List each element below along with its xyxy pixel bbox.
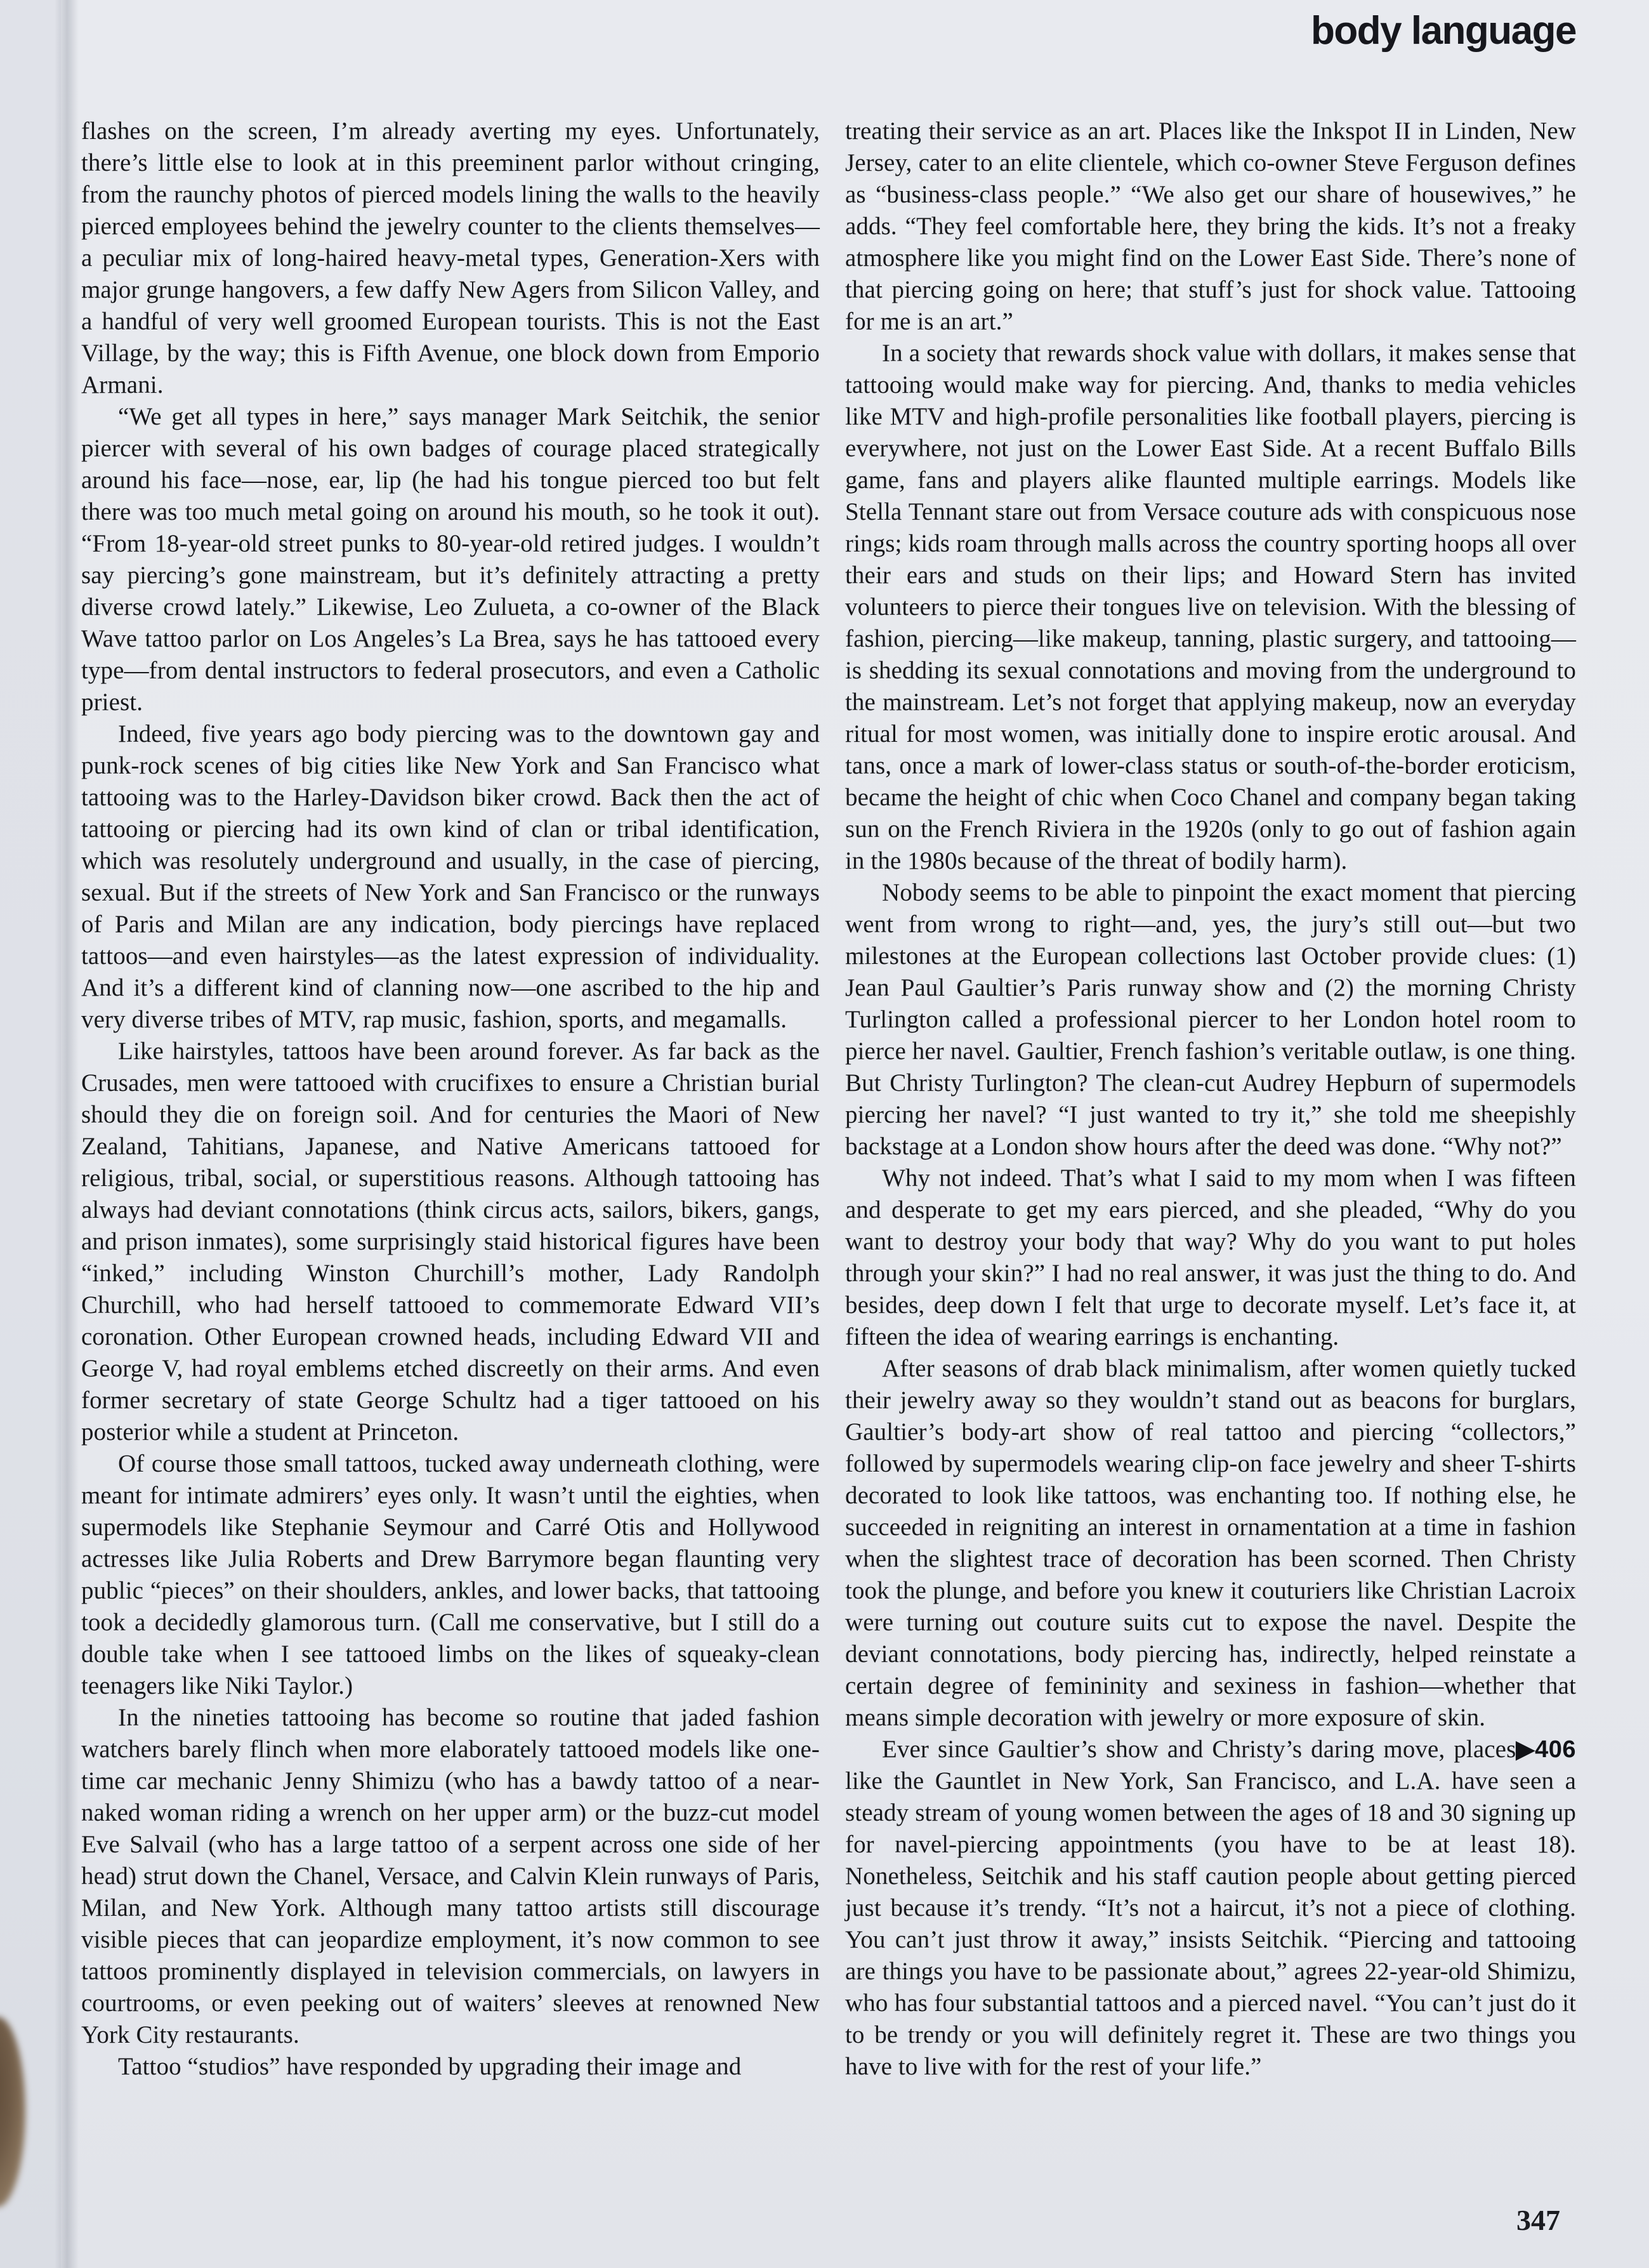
- article-paragraph: Why not indeed. That’s what I said to my mom when I was fifteen and desperate to get my ears pierced, and she pleaded, “Why do you want to destroy your body that way? Why do you want to put holes through your skin?” I had no real answer, it was just the thing to do. And besides, deep down I felt that urge to decorate myself. Let’s face it, at fifteen the idea of wearing earrings is enchanting.: [845, 1164, 1576, 1350]
- article-left-column: [81, 115, 820, 2083]
- article-paragraph: Of course those small tattoos, tucked away underneath clothing, were meant for intimate admirers’ eyes only. It wasn’t until the eighties, when supermodels like Stephanie Seymour and Carré Otis and Hollywood actresses like Julia Roberts and Drew Barrymore began flaunting very public “pieces” on their shoulders, ankles, and lower backs, that tattooing took a decidedly glamorous turn. (Call me conservative, but I still do a double take when I see tattooed limbs on the likes of squeaky-clean teenagers like Niki Taylor.): [81, 1450, 820, 1699]
- article-paragraph: Nobody seems to be able to pinpoint the exact moment that piercing went from wrong to right—and, yes, the jury’s still out—but two milestones at the European collections last October provide clues: (1) Jean Paul Gaultier’s Paris runway show and (2) the morning Christy Turlington called a professional piercer to her London hotel room to pierce her navel. Gaultier, French fashion’s veritable outlaw, is one thing. But Christy Turlington? The clean-cut Audrey Hepburn of supermodels piercing her navel? “I just wanted to try it,” she told me sheepishly backstage at a London show hours after the deed was done. “Why not?”: [845, 879, 1576, 1160]
- article-paragraph: After seasons of drab black minimalism, after women quietly tucked their jewelry away so they wouldn’t stand out as beacons for burglars, Gaultier’s body-art show of real tattoo and piercing “collectors,” followed by supermodels wearing clip-on face jewelry and sheer T-shirts decorated to look like tattoos, was enchanting too. If nothing else, he succeeded in reigniting an interest in ornamentation at a time in fashion when the slightest trace of decoration has been scorned. Then Christy took the plunge, and before you knew it couturiers like Christian Lacroix were turning out couture suits cut to expose the navel. Despite the deviant connotations, body piercing has, indirectly, helped reinstate a certain degree of femininity and sexiness in fashion—whether that means simple decoration with jewelry or more exposure of skin.: [845, 1355, 1576, 1731]
- continued-on-page-marker: ▶406: [1516, 1736, 1576, 1763]
- article-paragraph: flashes on the screen, I’m already averting my eyes. Unfortunately, there’s little else to look at in this preeminent parlor without cringing, from the raunchy photos of pierced models lining the walls to the heavily pierced employees behind the jewelry counter to the clients themselves—a peculiar mix of long-haired heavy-metal types, Generation-Xers with major grunge hangovers, a few daffy New Agers from Silicon Valley, and a handful of very well groomed European tourists. This is not the East Village, by the way; this is Fifth Avenue, one block down from Emporio Armani.: [81, 117, 820, 399]
- page-gutter-shadow: [55, 0, 79, 2268]
- article-paragraph: Indeed, five years ago body piercing was to the downtown gay and punk-rock scenes of big cities like New York and San Francisco what tattooing was to the Harley-Davidson biker crowd. Back then the act of tattooing or piercing had its own kind of clan or tribal identification, which was resolutely underground and usually, in the case of piercing, sexual. But if the streets of New York and San Francisco or the runways of Paris and Milan are any indication, body piercings have replaced tattoos—and even hairstyles—as the latest expression of individuality. And it’s a different kind of clanning now—one ascribed to the hip and very diverse tribes of MTV, rap music, fashion, sports, and megamalls.: [81, 720, 820, 1033]
- article-paragraph: Like hairstyles, tattoos have been around forever. As far back as the Crusades, men were tattooed with crucifixes to ensure a Christian burial should they die on foreign soil. And for centuries the Maori of New Zealand, Tahitians, Japanese, and Native Americans tattooed for religious, tribal, social, or superstitious reasons. Although tattooing has always had deviant connotations (think circus acts, sailors, bikers, gangs, and prison inmates), some surprisingly staid historical figures have been “inked,” including Winston Churchill’s mother, Lady Randolph Churchill, who had herself tattooed to commemorate Edward VII’s coronation. Other European crowned heads, including Edward VII and George V, had royal emblems etched discreetly on their arms. And even former secretary of state George Schultz had a tiger tattooed on his posterior while a student at Princeton.: [81, 1038, 820, 1446]
- article-paragraph: In the nineties tattooing has become so routine that jaded fashion watchers barely flinch when more elaborately tattooed models like one-time car mechanic Jenny Shimizu (who has a bawdy tattoo of a near-naked woman riding a wrench on her upper arm) or the buzz-cut model Eve Salvail (who has a large tattoo of a serpent across one side of her head) strut down the Chanel, Versace, and Calvin Klein runways of Paris, Milan, and New York. Although many tattoo artists still discourage visible pieces that can jeopardize employment, it’s now common to see tattoos prominently displayed in television commercials, on lawyers in courtrooms, or even peeking out of waiters’ sleeves at renowned New York City restaurants.: [81, 1704, 820, 2048]
- article-paragraph: “We get all types in here,” says manager Mark Seitchik, the senior piercer with several of his own badges of courage placed strategically around his face—nose, ear, lip (he had his tongue pierced too but felt there was too much metal going on around his mouth, so he took it out). “From 18-year-old street punks to 80-year-old retired judges. I wouldn’t say piercing’s gone mainstream, but it’s definitely attracting a pretty diverse crowd lately.” Likewise, Leo Zulueta, a co-owner of the Black Wave tattoo parlor on Los Angeles’s La Brea, says he has tattooed every type—from dental instructors to federal prosecutors, and even a Catholic priest.: [81, 403, 820, 716]
- page-number: 347: [1516, 2204, 1560, 2236]
- section-header: body language: [1311, 9, 1576, 53]
- article-paragraph: Tattoo “studios” have responded by upgrading their image and: [118, 2053, 742, 2080]
- article-paragraph: treating their service as an art. Places like the Inkspot II in Linden, New Jersey, cater to an elite clientele, which co-owner Steve Ferguson defines as “business-class people.” “We also get our share of housewives,” he adds. “They feel comfortable here, they bring the kids. It’s not a freaky atmosphere like you might find on the Lower East Side. There’s none of that piercing going on here; that stuff’s just for shock value. Tattooing for me is an art.”: [845, 117, 1576, 335]
- page-left-margin-shading: [0, 0, 61, 2268]
- article-paragraph: In a society that rewards shock value with dollars, it makes sense that tattooing would make way for piercing. And, thanks to media vehicles like MTV and high-profile personalities like football players, piercing is everywhere, not just on the Lower East Side. At a recent Buffalo Bills game, fans and players alike flaunted multiple earrings. Models like Stella Tennant stare out from Versace couture ads with conspicuous nose rings; kids roam through malls across the country sporting hoops all over their ears and studs on their lips; and Howard Stern has invited volunteers to pierce their tongues live on television. With the blessing of fashion, piercing—like makeup, tanning, plastic surgery, and tattooing—is shedding its sexual connotations and moving from the underground to the mainstream. Let’s not forget that applying makeup, now an everyday ritual for most women, was initially done to inspire erotic arousal. And tans, once a mark of lower-class status or south-of-the-border eroticism, became the height of chic when Coco Chanel and company began taking sun on the French Riviera in the 1920s (only to go out of fashion again in the 1980s because of the threat of bodily harm).: [845, 340, 1576, 874]
- article-right-column: [845, 115, 1576, 2083]
- article-paragraph: ▶406 Ever since Gaultier’s show and Christy’s daring move, places like the Gauntlet in New York, San Francisco, and L.A. have seen a steady stream of young women between the ages of 18 and 30 signing up for navel-piercing appointments (you have to be at least 18). Nonetheless, Seitchik and his staff caution people about getting pierced just because it’s trendy. “It’s not a haircut, it’s not a piece of clothing. You can’t just throw it away,” insists Seitchik. “Piercing and tattooing are things you have to be passionate about,” agrees 22-year-old Shimizu, who has four substantial tattoos and a pierced navel. “You can’t just do it to be trendy or you will definitely regret it. These are two things you have to live with for the rest of your life.”: [845, 1734, 1576, 2083]
